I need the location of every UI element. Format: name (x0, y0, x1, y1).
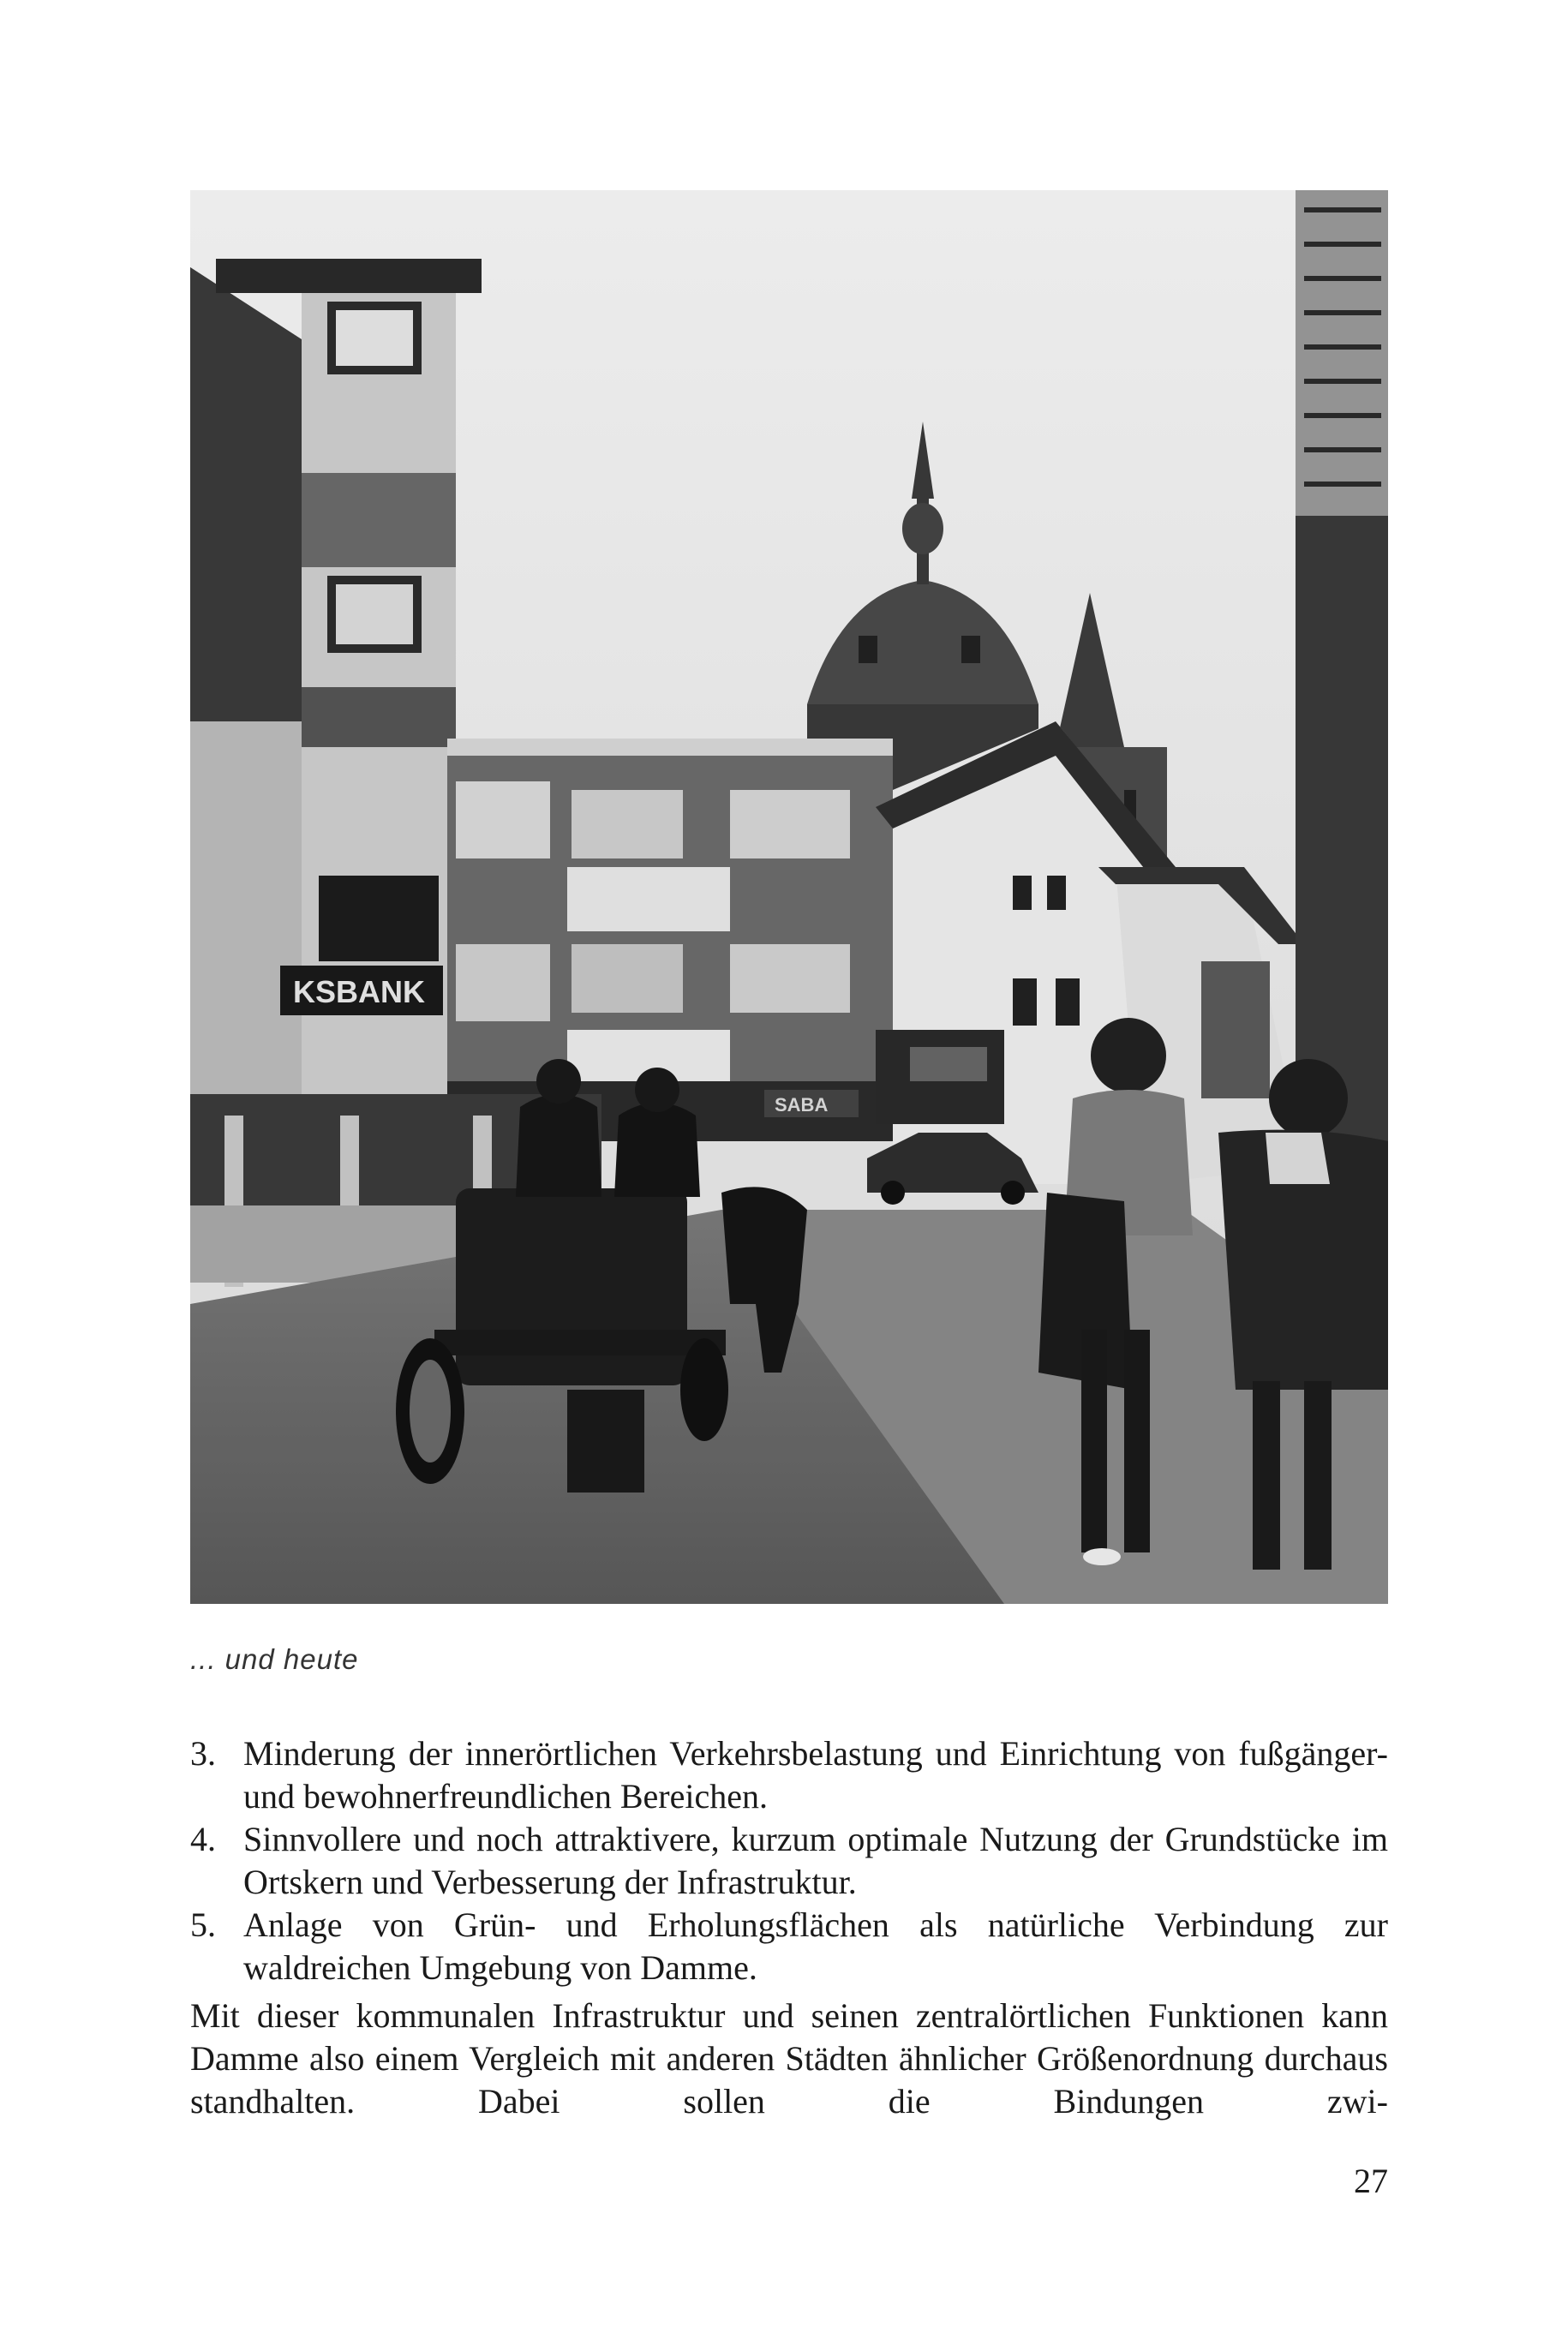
list-number: 4. (190, 1820, 216, 1858)
saba-sign: SABA (775, 1094, 829, 1116)
list-number: 5. (190, 1905, 216, 1944)
photo-caption: ... und heute (190, 1643, 359, 1675)
street-photo (190, 190, 1388, 1604)
page-number: 27 (1354, 2162, 1388, 2200)
list-item (190, 1732, 1388, 1818)
goals-list (190, 1732, 1388, 1989)
list-item (190, 1818, 1388, 1904)
body-paragraph: Mit dieser kommunalen Infrastruktur und seinen zentralörtlichen Funktionen kann Damme also einem Vergleich mit anderen Städten ähnlicher Größenordnung durchaus standhalten. Dabei sollen die Bindungen zwi- (190, 1996, 1388, 2121)
list-text: Sinnvollere und noch attraktivere, kurzum optimale Nutzung der Grundstücke im Ortskern und Verbesserung der Infrastruktur. (243, 1820, 1388, 1901)
list-number: 3. (190, 1734, 216, 1773)
list-text: Minderung der innerörtlichen Verkehrsbelastung und Einrichtung von fußgänger- und bewohnerfreundlichen Bereichen. (243, 1734, 1388, 1816)
bank-sign: KSBANK (293, 974, 426, 1009)
list-text: Anlage von Grün- und Erholungsflächen als natürliche Verbindung zur waldreichen Umgebung von Damme. (243, 1905, 1388, 1987)
list-item (190, 1904, 1388, 1989)
